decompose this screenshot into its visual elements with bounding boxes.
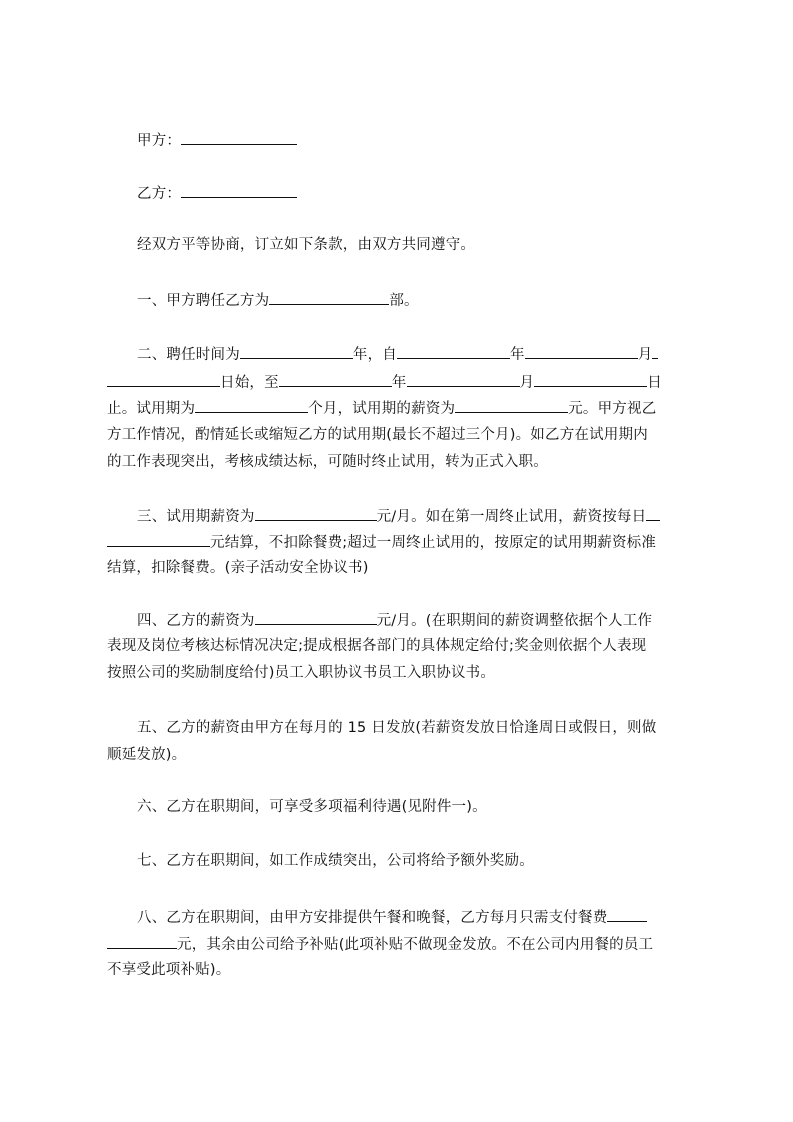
clause-2-line-1	[137, 342, 707, 367]
clause-1-text-after: 部。	[389, 293, 419, 309]
clause-2-text: 年	[510, 347, 525, 363]
clause-8-text: 元，其余由公司给予补贴(此项补贴不做现金发放。不在公司内用餐的员工	[177, 937, 654, 953]
clause-8-line-3: 不享受此项补贴)。	[107, 962, 231, 978]
clause-2-blank	[455, 396, 568, 413]
intro-text: 经双方平等协商，订立如下条款，由双方共同遵守。	[137, 237, 476, 253]
clause-8-blank	[107, 932, 177, 949]
clause-2-blank	[279, 370, 392, 387]
party-b-line	[137, 181, 707, 206]
clause-3-line-3: 结算，扣除餐费。(亲子活动安全协议书)	[107, 560, 369, 576]
clause-5-line-2: 顺延发放)。	[107, 747, 187, 763]
clause-5-line-1: 五、乙方的薪资由甲方在每月的 15 日发放(若薪资发放日恰逢周日或假日，则做	[137, 720, 657, 736]
clause-2-blank	[407, 370, 520, 387]
clause-3-blank	[255, 504, 377, 521]
clause-2-text: 个月，试用期的薪资为	[308, 401, 456, 417]
clause-4-text: 四、乙方的薪资为	[137, 613, 255, 629]
party-b-blank	[181, 181, 297, 198]
clause-6: 六、乙方在职期间，可享受多项福利待遇(见附件一)。	[137, 799, 487, 815]
clause-4-line-2: 表现及岗位考核达标情况决定;提成根据各部门的具体规定给付;奖金则依据个人表现	[107, 638, 647, 654]
clause-8-blank	[607, 905, 647, 922]
clause-2-blank	[107, 370, 220, 387]
clause-2-line-3	[107, 396, 707, 421]
clause-3-blank	[646, 504, 660, 521]
clause-2-blank	[240, 342, 353, 359]
clause-4-text: 元/月。(在职期间的薪资调整依据个人工作	[376, 613, 653, 629]
party-a-label: 甲方：	[137, 133, 182, 149]
clause-4-line-1	[137, 608, 707, 633]
clause-2-text: 年	[391, 375, 407, 391]
clause-3-text: 元/月。如在第一周终止试用，薪资按每日	[376, 509, 647, 525]
clause-3-text: 三、试用期薪资为	[137, 509, 255, 525]
clause-2-blank	[534, 370, 647, 387]
clause-7: 七、乙方在职期间，如工作成绩突出，公司将给予额外奖励。	[137, 853, 534, 869]
clause-1-blank	[269, 288, 389, 305]
clause-2-text: 日始，至	[220, 375, 279, 391]
clause-2-blank	[652, 342, 658, 359]
clause-2-blank	[195, 396, 308, 413]
clause-2-text: 月	[519, 375, 535, 391]
clause-8-line-1	[137, 905, 707, 930]
clause-8-text: 八、乙方在职期间，由甲方安排提供午餐和晚餐，乙方每月只需支付餐费	[137, 910, 608, 926]
clause-3-blank	[107, 530, 210, 547]
clause-2-text: 月	[637, 347, 653, 363]
clause-3-line-2	[107, 530, 707, 555]
clause-4-blank	[255, 608, 377, 625]
clause-2-text: 元。甲方视乙	[568, 401, 657, 417]
clause-2-line-5: 的工作表现突出，考核成绩达标，可随时终止试用，转为正式入职。	[107, 454, 548, 470]
clause-2-text: 年，自	[352, 347, 398, 363]
clause-3-line-1	[137, 504, 707, 529]
clause-2-text: 止。试用期为	[107, 401, 196, 417]
clause-4-line-3: 按照公司的奖励制度给付)员工入职协议书员工入职协议书。	[107, 665, 496, 681]
clause-2-blank	[397, 342, 510, 359]
clause-2-line-2	[107, 370, 707, 395]
clause-2-line-4: 方工作情况，酌情延长或缩短乙方的试用期(最长不超过三个月)。如乙方在试用期内	[107, 427, 648, 443]
clause-3-text: 元结算，不扣除餐费;超过一周终止试用的，按原定的试用期薪资标准	[210, 535, 657, 551]
party-b-label: 乙方：	[137, 186, 182, 202]
clause-8-line-2	[107, 932, 707, 957]
clause-2-text: 二、聘任时间为	[137, 347, 240, 363]
party-a-blank	[181, 128, 297, 145]
clause-1	[137, 288, 707, 313]
clause-2-blank	[525, 342, 638, 359]
clause-1-text-before: 一、甲方聘任乙方为	[137, 293, 270, 309]
party-a-line	[137, 128, 707, 153]
clause-2-text: 日	[647, 375, 662, 391]
